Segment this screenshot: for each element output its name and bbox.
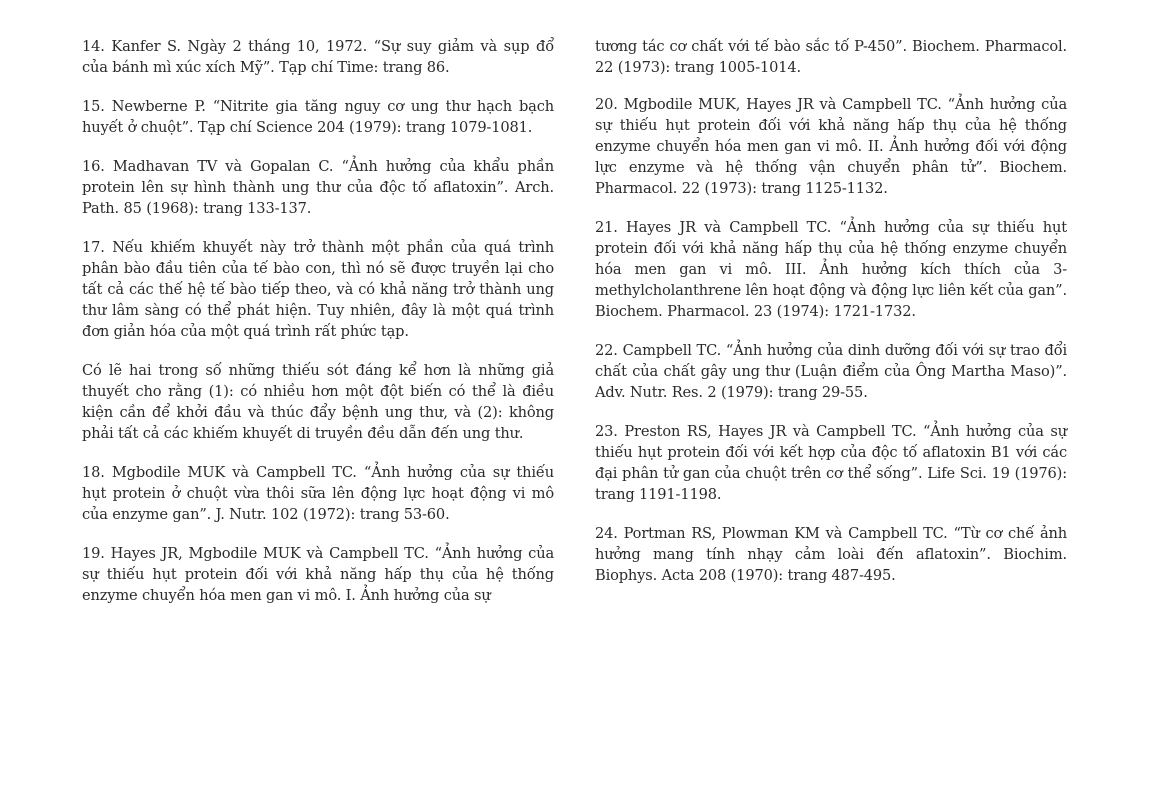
left-column [82, 36, 554, 624]
note-17-continuation: Có lẽ hai trong số những thiếu sót đáng kể hơn là những giả thuyết cho rằng (1): có nhiều hơn một đột biến có thể là điều kiện cần để khởi đầu và thúc đẩy bệnh ung thư, và (2): không phải tất cả các khiếm khuyết di truyền đều dẫn đến ung thư. [82, 362, 554, 442]
note-17: 17. Nếu khiếm khuyết này trở thành một phần của quá trình phân bào đầu tiên của tế bào con, thì nó sẽ được truyền lại cho tất cả các thế hệ tế bào tiếp theo, và có khả năng trở thành ung thư lâm sàng có thể phát hiện. Tuy nhiên, đây là một quá trình đơn giản hóa của một quá trình rất phức tạp. [82, 239, 554, 340]
reference-16: 16. Madhavan TV và Gopalan C. “Ảnh hưởng của khẩu phần protein lên sự hình thành ung thư của độc tố aflatoxin”. Arch. Path. 85 (1968): trang 133-137. [82, 158, 554, 217]
reference-21: 21. Hayes JR và Campbell TC. “Ảnh hưởng của sự thiếu hụt protein đối với khả năng hấp thụ của hệ thống enzyme chuyển hóa men gan vi mô. III. Ảnh hưởng kích thích của 3-methylcholanthrene lên hoạt động và động lực liên kết của gan”. Biochem. Pharmacol. 23 (1974): 1721-1732. [595, 219, 1067, 320]
reference-24: 24. Portman RS, Plowman KM và Campbell TC. “Từ cơ chế ảnh hưởng mang tính nhạy cảm loài đến aflatoxin”. Biochim. Biophys. Acta 208 (1970): trang 487-495. [595, 525, 1067, 584]
reference-23: 23. Preston RS, Hayes JR và Campbell TC. “Ảnh hưởng của sự thiếu hụt protein đối với kết hợp của độc tố aflatoxin B1 với các đại phân tử gan của chuột trên cơ thể sống”. Life Sci. 19 (1976): trang 1191-1198. [595, 423, 1067, 503]
reference-15: 15. Newberne P. “Nitrite gia tăng nguy cơ ung thư hạch bạch huyết ở chuột”. Tạp chí Science 204 (1979): trang 1079-1081. [82, 98, 554, 136]
reference-18: 18. Mgbodile MUK và Campbell TC. “Ảnh hưởng của sự thiếu hụt protein ở chuột vừa thôi sữa lên động lực hoạt động vi mô của enzyme gan”. J. Nutr. 102 (1972): trang 53-60. [82, 464, 554, 523]
reference-20: 20. Mgbodile MUK, Hayes JR và Campbell TC. “Ảnh hưởng của sự thiếu hụt protein đối với khả năng hấp thụ của hệ thống enzyme chuyển hóa men gan vi mô. II. Ảnh hưởng đối với động lực enzyme và hệ thống vận chuyển phân tử”. Biochem. Pharmacol. 22 (1973): trang 1125-1132. [595, 96, 1067, 197]
reference-14: 14. Kanfer S. Ngày 2 tháng 10, 1972. “Sự suy giảm và sụp đổ của bánh mì xúc xích Mỹ”. Tạp chí Time: trang 86. [82, 38, 554, 76]
reference-19-start: 19. Hayes JR, Mgbodile MUK và Campbell TC. “Ảnh hưởng của sự thiếu hụt protein đối với khả năng hấp thụ của hệ thống enzyme chuyển hóa men gan vi mô. I. Ảnh hưởng của sự [82, 545, 554, 604]
reference-22: 22. Campbell TC. “Ảnh hưởng của dinh dưỡng đối với sự trao đổi chất của chất gây ung thư (Luận điểm của Ông Martha Maso)”. Adv. Nutr. Res. 2 (1979): trang 29-55. [595, 342, 1067, 401]
right-column [595, 36, 1067, 604]
reference-19-end: tương tác cơ chất với tế bào sắc tố P-450”. Biochem. Pharmacol. 22 (1973): trang 1005-1014. [595, 38, 1067, 76]
